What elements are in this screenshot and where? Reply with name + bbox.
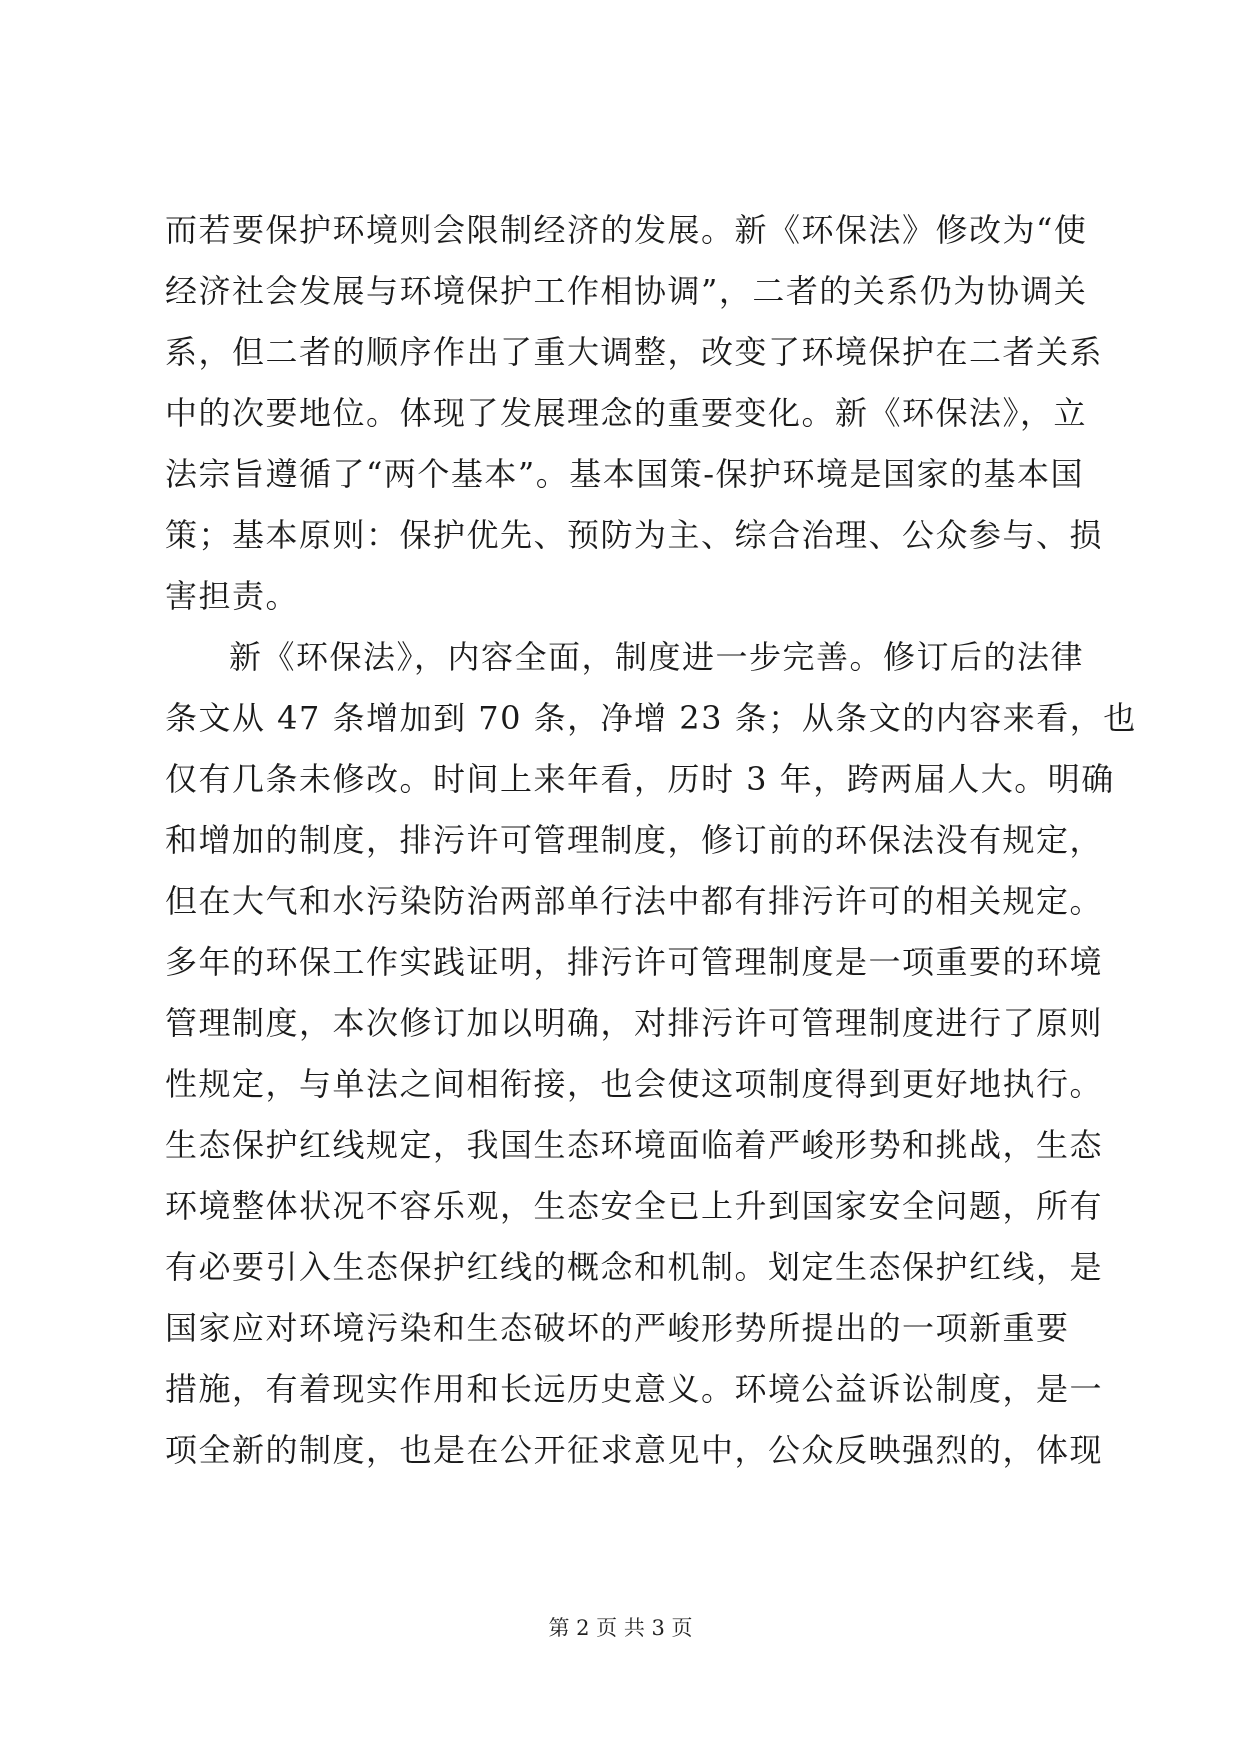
text-line: 项全新的制度，也是在公开征求意见中，公众反映强烈的，体现 [165,1431,1104,1469]
text-line: 和增加的制度，排污许可管理制度，修订前的环保法没有规定， [165,821,1104,859]
text-line: 经济社会发展与环境保护工作相协调”，二者的关系仍为协调关 [165,272,1088,310]
text-line: 策；基本原则：保护优先、预防为主、综合治理、公众参与、损 [165,516,1104,554]
text-line: 有必要引入生态保护红线的概念和机制。划定生态保护红线，是 [165,1248,1104,1286]
text-line: 措施，有着现实作用和长远历史意义。环境公益诉讼制度，是一 [165,1370,1104,1408]
text-line: 条文从 47 条增加到 70 条，净增 23 条；从条文的内容来看，也 [165,699,1137,737]
text-line: 但在大气和水污染防治两部单行法中都有排污许可的相关规定。 [165,882,1104,920]
text-line: 害担责。 [165,577,300,615]
text-line: 生态保护红线规定，我国生态环境面临着严峻形势和挑战，生态 [165,1126,1104,1164]
text-line: 环境整体状况不容乐观，生态安全已上升到国家安全问题，所有 [165,1187,1104,1225]
text-line: 多年的环保工作实践证明，排污许可管理制度是一项重要的环境 [165,943,1104,981]
page-number-footer: 第 2 页 共 3 页 [548,1616,693,1640]
text-line: 国家应对环境污染和生态破坏的严峻形势所提出的一项新重要 [165,1309,1070,1347]
text-line: 管理制度，本次修订加以明确，对排污许可管理制度进行了原则 [165,1004,1104,1042]
text-line: 而若要保护环境则会限制经济的发展。新《环保法》修改为“使 [165,211,1088,249]
text-line: 性规定，与单法之间相衔接，也会使这项制度得到更好地执行。 [165,1065,1104,1103]
text-line-indented: 新《环保法》，内容全面，制度进一步完善。修订后的法律 [229,638,1085,676]
text-line: 仅有几条未修改。时间上来年看，历时 3 年，跨两届人大。明确 [165,760,1115,798]
text-line: 法宗旨遵循了“两个基本”。基本国策-保护环境是国家的基本国 [165,455,1085,493]
text-line: 系，但二者的顺序作出了重大调整，改变了环境保护在二者关系 [165,333,1104,371]
text-line: 中的次要地位。体现了发展理念的重要变化。新《环保法》，立 [165,394,1088,432]
